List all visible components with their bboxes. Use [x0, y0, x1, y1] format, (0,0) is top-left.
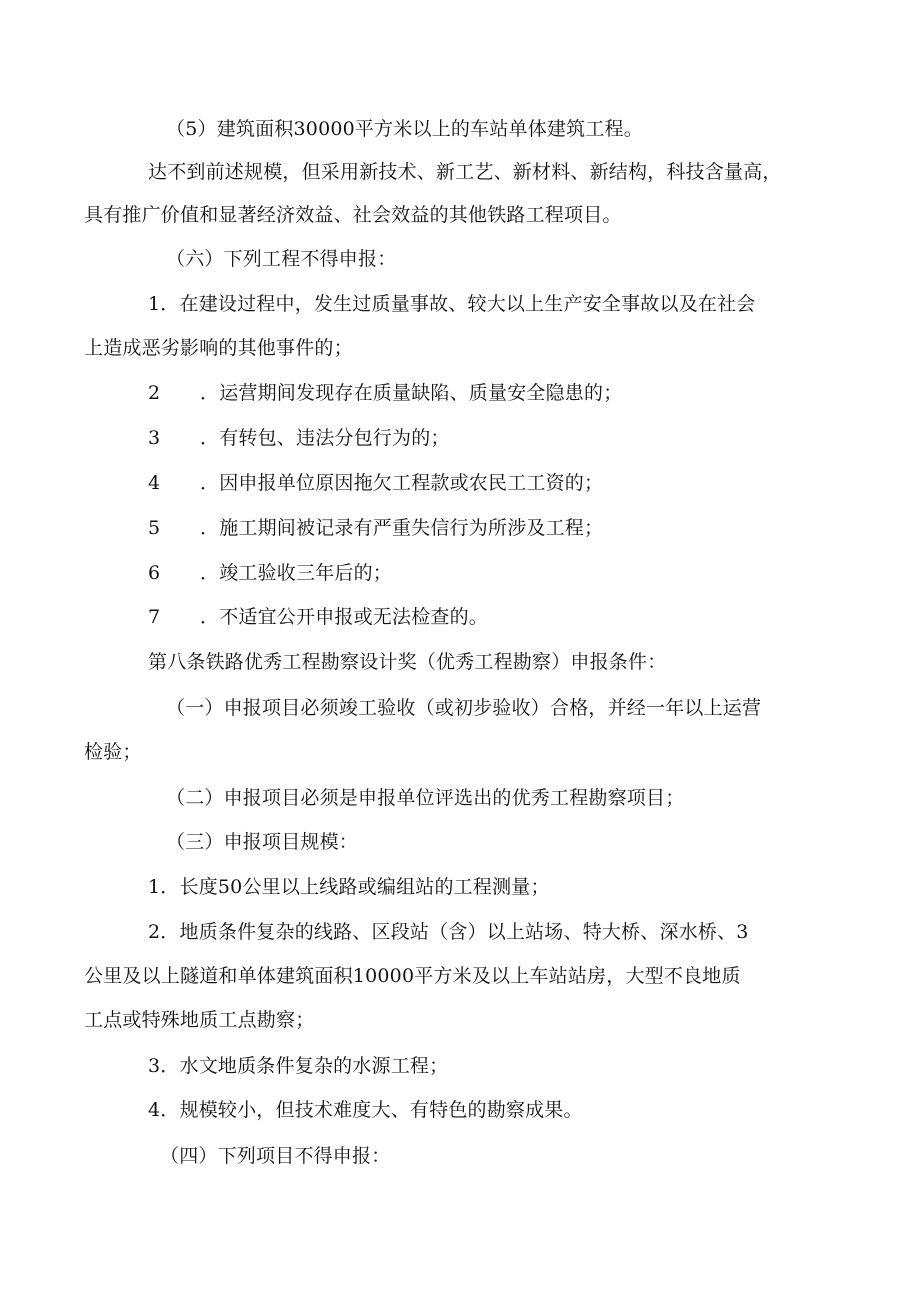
list-item-number: 3 — [148, 427, 161, 449]
list-item — [148, 516, 920, 540]
list-item-text: ．不适宜公开申报或无法检查的。 — [200, 606, 489, 628]
text-line: 检验； — [84, 741, 142, 763]
text-line: 达不到前述规模，但采用新技术、新工艺、新材料、新结构，科技含量高， — [148, 161, 782, 183]
section-heading — [160, 1144, 920, 1168]
list-item-number: 4 — [148, 472, 161, 494]
text-line: 工点或特殊地质工点勘察； — [84, 1009, 315, 1031]
text-line: 第八条铁路优秀工程勘察设计奖（优秀工程勘察）申报条件： — [148, 651, 667, 673]
section-heading — [166, 830, 920, 854]
section-heading — [166, 247, 920, 271]
paragraph-line — [84, 964, 920, 988]
list-item — [148, 561, 920, 585]
text-line: 3．水文地质条件复杂的水源工程； — [148, 1055, 449, 1077]
list-item — [148, 426, 920, 450]
text-line: 1．在建设过程中，发生过质量事故、较大以上生产安全事故以及在社会 — [148, 293, 756, 315]
text-line: （一）申报项目必须竣工验收（或初步验收）合格，并经一年以上运营 — [166, 697, 762, 719]
article-heading — [148, 650, 920, 674]
list-item-number: 6 — [148, 562, 161, 584]
text-line: （二）申报项目必须是申报单位评选出的优秀工程勘察项目； — [166, 787, 685, 809]
text-line: 4．规模较小，但技术难度大、有特色的勘察成果。 — [148, 1099, 583, 1121]
text-line: （六）下列工程不得申报： — [166, 248, 397, 270]
paragraph-line — [148, 1098, 920, 1122]
list-item-number: 2 — [148, 382, 161, 404]
list-item — [148, 381, 920, 405]
list-item — [148, 471, 920, 495]
list-item — [148, 605, 920, 629]
list-item-text: ．竣工验收三年后的； — [200, 562, 393, 584]
paragraph-line — [166, 696, 920, 720]
list-item-text: ．施工期间被记录有严重失信行为所涉及工程； — [200, 517, 604, 539]
list-item-number: 5 — [148, 517, 161, 539]
paragraph-line — [84, 740, 920, 764]
paragraph-line — [148, 1054, 920, 1078]
paragraph-line — [84, 336, 920, 360]
list-item-text: ．有转包、违法分包行为的； — [200, 427, 450, 449]
text-line: （5）建筑面积30000平方米以上的车站单体建筑工程。 — [166, 118, 643, 140]
paragraph-line — [166, 117, 920, 141]
paragraph-line — [166, 786, 920, 810]
list-item-text: ．因申报单位原因拖欠工程款或农民工工资的； — [200, 472, 604, 494]
paragraph-line — [148, 292, 920, 316]
text-line: 1．长度50公里以上线路或编组站的工程测量； — [148, 876, 550, 898]
text-line: 公里及以上隧道和单体建筑面积10000平方米及以上车站站房，大型不良地质 — [84, 965, 741, 987]
paragraph-line — [148, 875, 920, 899]
text-line: 上造成恶劣影响的其他事件的； — [84, 337, 353, 359]
paragraph-line — [84, 203, 920, 227]
text-line: 具有推广价值和显著经济效益、社会效益的其他铁路工程项目。 — [84, 204, 622, 226]
text-line: 2．地质条件复杂的线路、区段站（含）以上站场、特大桥、深水桥、3 — [148, 921, 749, 943]
text-line: （三）申报项目规模： — [166, 831, 359, 853]
list-item-number: 7 — [148, 606, 161, 628]
text-line: （四）下列项目不得申报： — [160, 1145, 391, 1167]
paragraph-line — [84, 1008, 920, 1032]
list-item-text: ．运营期间发现存在质量缺陷、质量安全隐患的； — [200, 382, 623, 404]
paragraph-line — [148, 160, 920, 184]
paragraph-line — [148, 920, 920, 944]
